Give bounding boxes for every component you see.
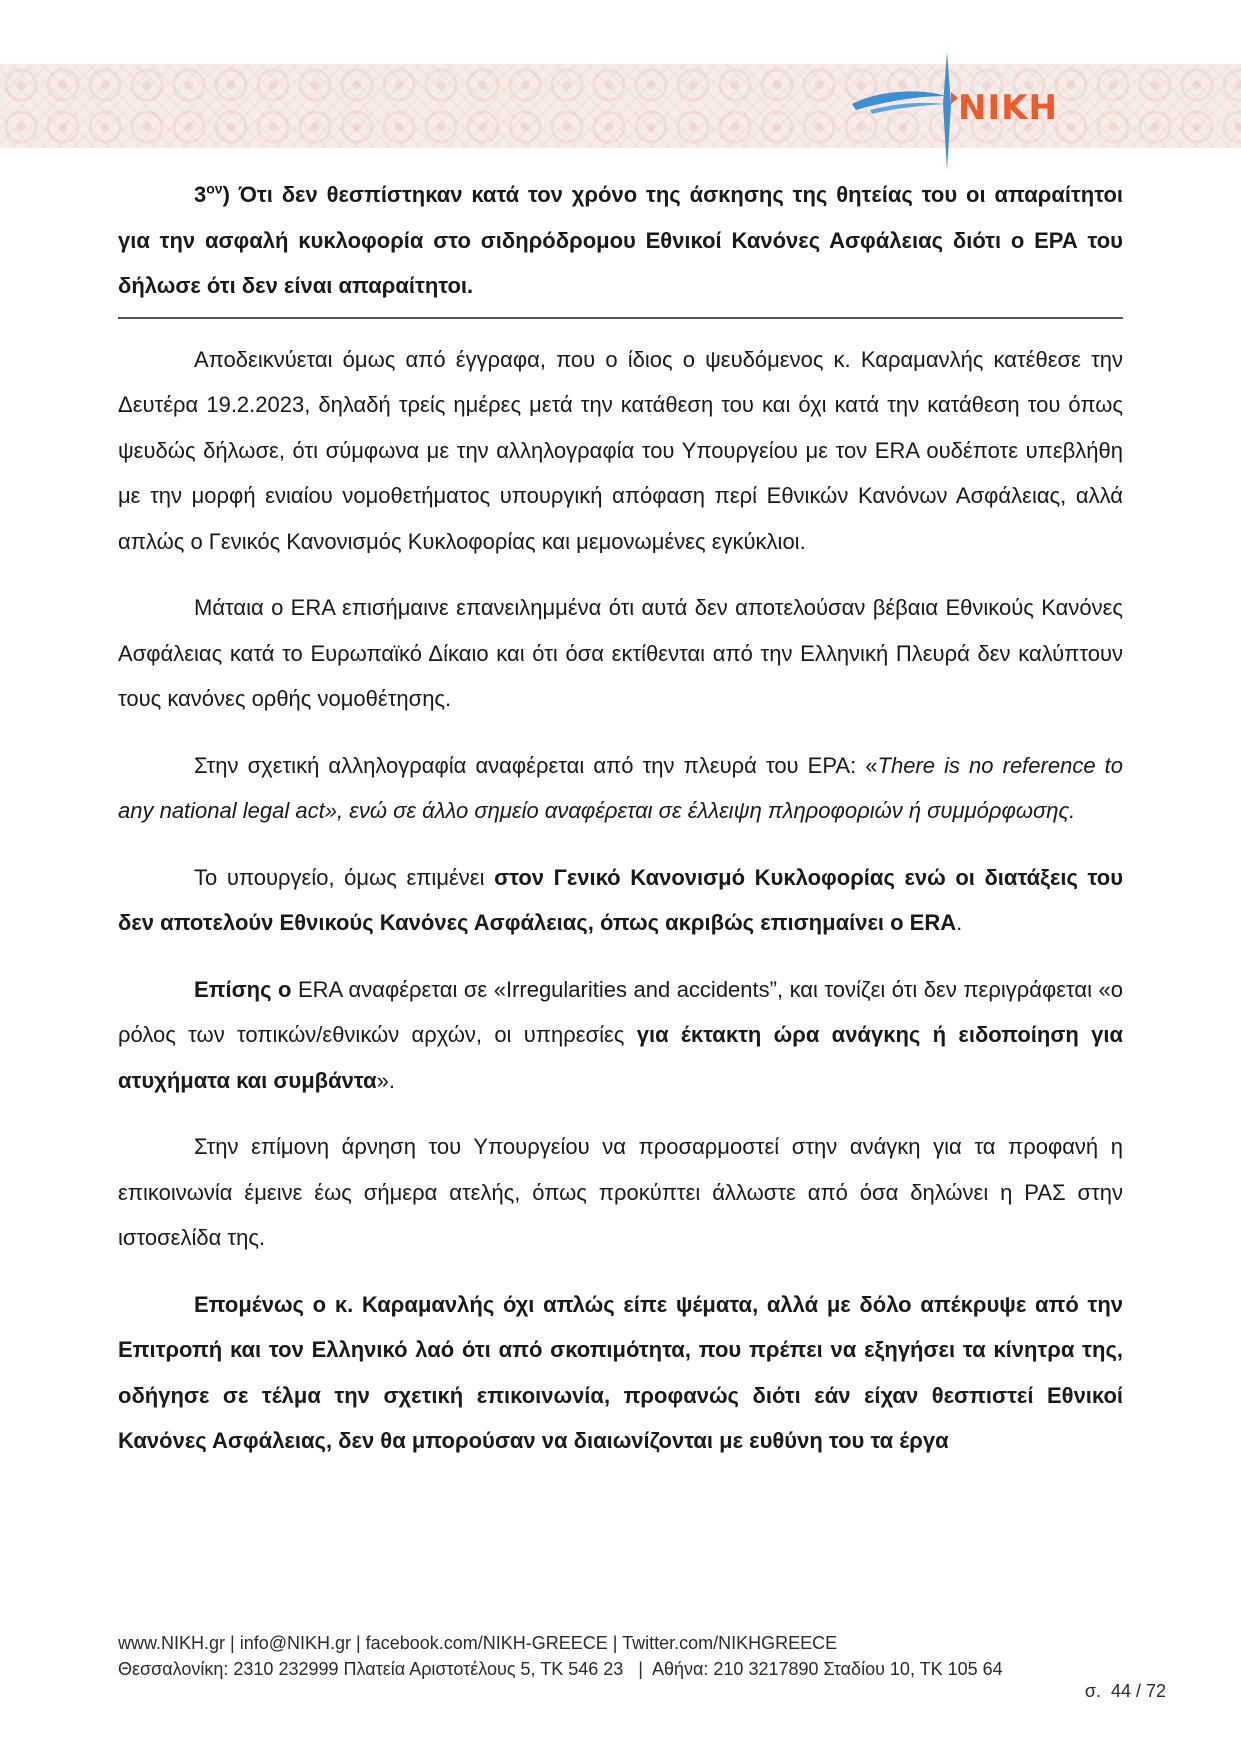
paragraph-5 [118,855,1123,946]
section-divider [118,317,1123,319]
quoted-english-text: There is no reference to any national legal act [118,752,1123,823]
paragraph-4 [118,743,1123,834]
paragraph-3: Μάταια ο ERA επισήμαινε επανειλημμένα ότι αυτά δεν αποτελούσαν βέβαια Εθνικούς Κανόνες Ασφάλειας κατά το Ευρωπαϊκό Δίκαιο και ότι όσα εκτίθενται από την Ελληνική Πλευρά δεν καλύπτουν τους κανόνες ορθής νομοθέτησης. [118,595,1123,711]
paragraph-6 [118,967,1123,1104]
page-footer [118,1630,1168,1682]
page-number: σ. 44 / 72 [1084,1681,1166,1701]
paragraph-4-part-a: Στην σχετική αλληλογραφία αναφέρεται από την πλευρά του ΕΡΑ: « [194,752,878,778]
paragraph-8 [118,1282,1123,1464]
logo-accent [951,92,958,104]
logo-wordmark: NIKH [958,88,1058,128]
paragraph-5-part-a: Το υπουργείο, όμως επιμένει [194,864,495,890]
paragraph-6-part-b: ERA αναφέρεται σε «Irregularities and accidents”, και τονίζει ότι δεν περιγράφεται «ο ρόλος των τοπικών/εθνικών αρχών, οι υπηρεσίες [118,976,1123,1047]
paragraph-6-part-d: ». [376,1067,395,1093]
paragraph-5-part-c: . [956,910,963,935]
paragraph-6-bold: για έκτακτη ώρα ανάγκης ή ειδοποίηση για ατυχήματα και συμβάντα [118,1022,1124,1093]
paragraph-1 [118,172,1123,309]
footer-contacts: www.NIKH.gr | info@NIKH.gr | facebook.com/NIKH-GREECE | Twitter.com/NIKHGREECE [118,1633,838,1653]
paragraph-7: Στην επίμονη άρνηση του Υπουργείου να προσαρμοστεί στην ανάγκη για τα προφανή η επικοινωνία έμεινε έως σήμερα ατελής, όπως προκύπτει άλλωστε από όσα δηλώνει η ΡΑΣ στην ιστοσελίδα της. [118,1134,1123,1250]
item-number: 3 [194,182,207,207]
paragraph-5-bold: στον Γενικό Κανονισμό Κυκλοφορίας ενώ οι διατάξεις του δεν αποτελούν Εθνικούς Κανόνες Ασφάλειας, όπως ακριβώς επισημαίνει ο ERA [118,864,1124,935]
paragraph-1-text: ) Ότι δεν θεσπίστηκαν κατά τον χρόνο της άσκησης της θητείας του οι απαραίτητοι για την ασφαλή κυκλοφορία στο σιδηρόδρομου Εθνικοί Κανόνες Ασφάλειας διότι ο ΕΡΑ του δήλωσε ότι δεν είναι απαραίτητοι. [118,182,1123,298]
logo-swoosh-thin [870,103,944,114]
item-number-suffix: ον [206,180,223,197]
paragraph-2: Αποδεικνύεται όμως από έγγραφα, που ο ίδιος ο ψευδόμενος κ. Καραμανλής κατέθεσε την Δευτέρα 19.2.2023, δηλαδή τρείς ημέρες μετά την κατάθεση του και όχι κατά την κατάθεση του όπως ψευδώς δήλωσε, ότι σύμφωνα με την αλληλογραφία του Υπουργείου με τον ERA ουδέποτε υπεβλήθη με την μορφή ενιαίου νομοθετήματος υπουργική απόφαση περί Εθνικών Κανόνων Ασφάλειας, αλλά απλώς ο Γενικός Κανονισμός Κυκλοφορίας και μεμονωμένες εγκύκλιοι. [118,346,1123,554]
paragraph-6-bold-start: Επίσης ο [194,976,292,1002]
paragraph-4-part-c: », ενώ σε άλλο σημείο αναφέρεται σε έλλειψη πληροφοριών ή συμμόρφωσης. [324,798,1076,823]
logo-vertical-stroke [943,52,951,170]
paragraph-8-bold: Επομένως ο κ. Καραμανλής όχι απλώς είπε ψέματα, αλλά με δόλο απέκρυψε από την Επιτροπή και τον Ελληνικό λαό ότι από σκοπιμότητα, που πρέπει να εξηγήσει τα κίνητρα της, οδήγησε σε τέλμα την σχετική επικοινωνία, προφανώς διότι εάν είχαν θεσπιστεί Εθνικοί Κανόνες Ασφάλειας, δεν θα μπορούσαν να διαιωνίζονται με ευθύνη του τα έργα [118,1291,1123,1453]
footer-addresses: Θεσσαλονίκη: 2310 232999 Πλατεία Αριστοτέλους 5, ΤΚ 546 23 | Αθήνα: 210 3217890 Σταδίου 10, ΤΚ 105 64 [118,1659,1003,1679]
document-body [118,172,1123,1464]
